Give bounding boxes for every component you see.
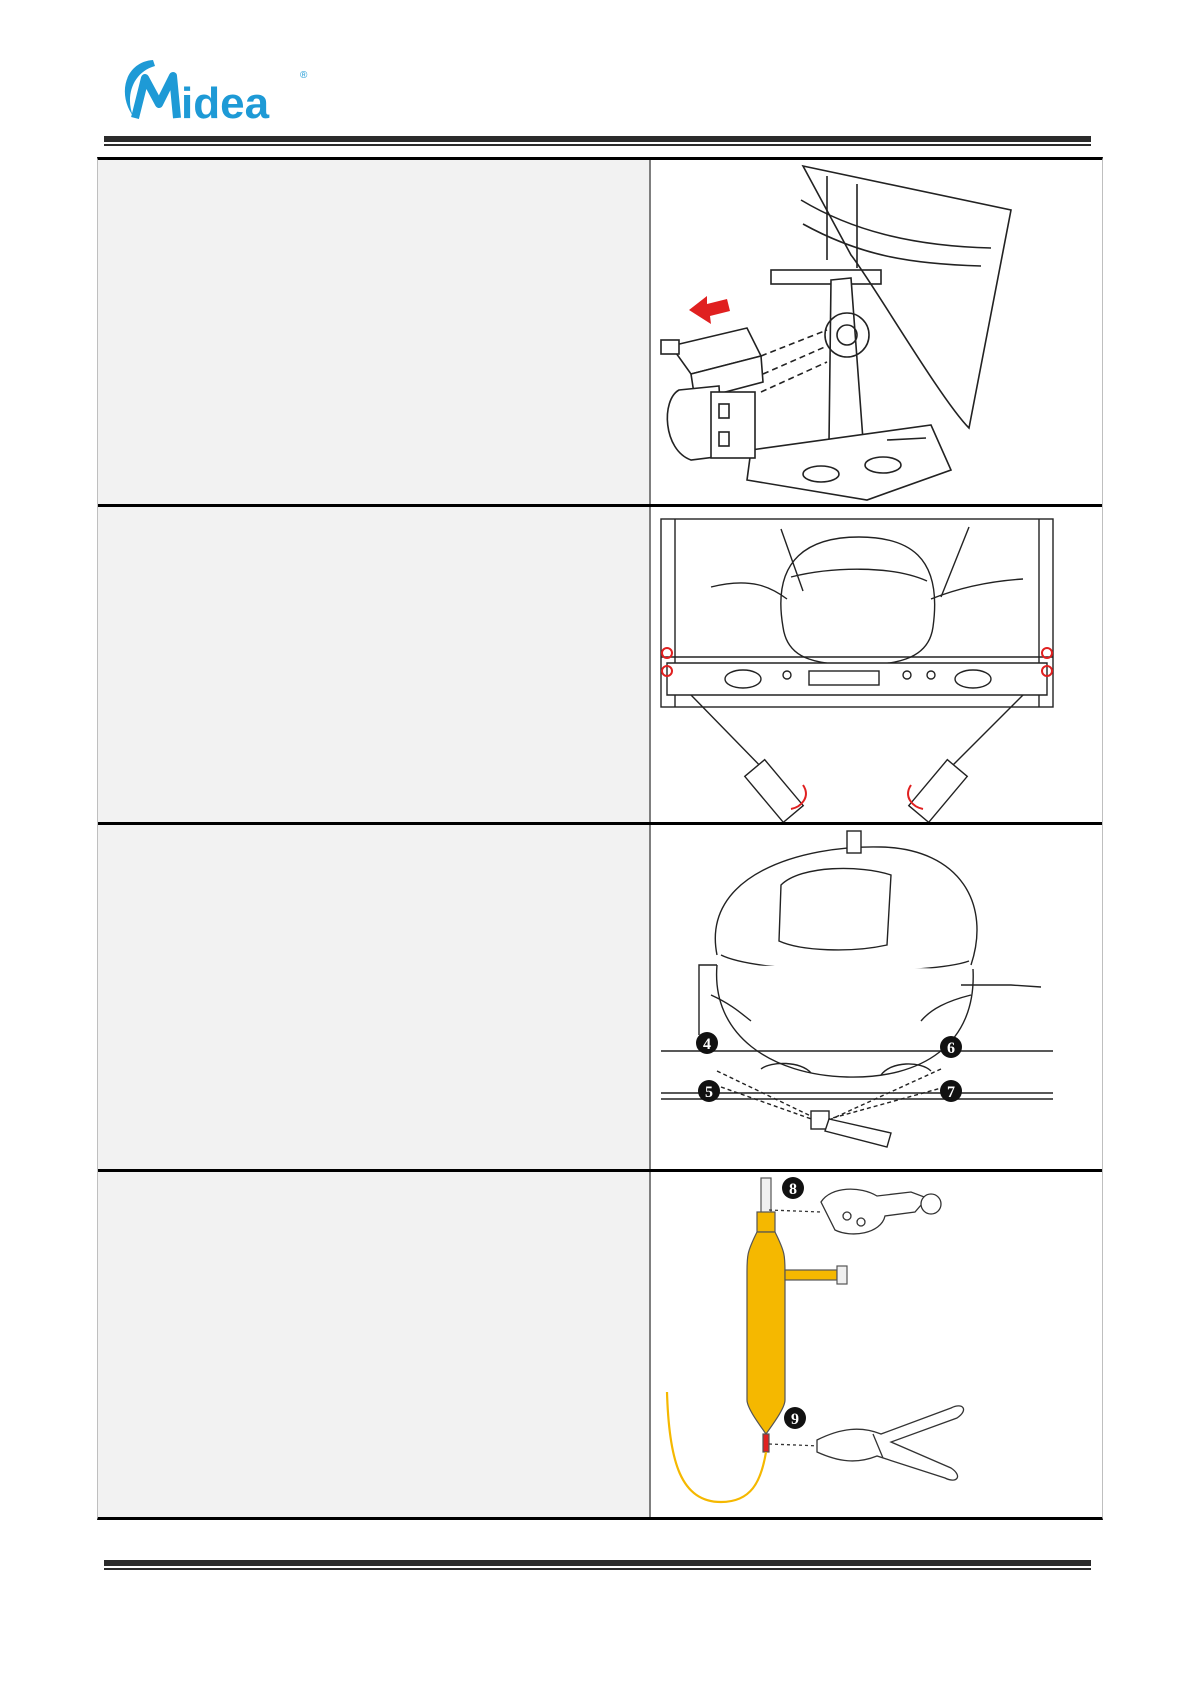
step-row [98,507,1102,825]
step-description [98,825,651,1169]
callout-6: 6 [947,1040,955,1057]
step-description [98,160,651,504]
procedure-table [97,157,1103,1520]
compressor-bolts-figure [651,825,1102,1169]
step-description [98,507,651,822]
midea-logo [115,48,315,128]
relay-removal-figure [651,160,1102,504]
step-description [98,1172,651,1517]
step-row [98,1172,1102,1517]
registered-mark: ® [300,70,308,81]
arrow-icon [689,296,730,324]
callout-9: 9 [791,1411,799,1428]
callout-8: 8 [789,1181,797,1198]
screwdriver-compressor-base-figure [651,507,1102,822]
step-row [98,160,1102,507]
logo-wordmark: idea [181,79,270,128]
callout-5: 5 [705,1084,713,1101]
step-row [98,825,1102,1172]
callout-7: 7 [947,1084,955,1101]
callout-4: 4 [703,1036,711,1053]
footer-rule [104,1560,1091,1570]
header-rule [104,136,1091,146]
drier-filter-cutting-figure [651,1172,1102,1517]
